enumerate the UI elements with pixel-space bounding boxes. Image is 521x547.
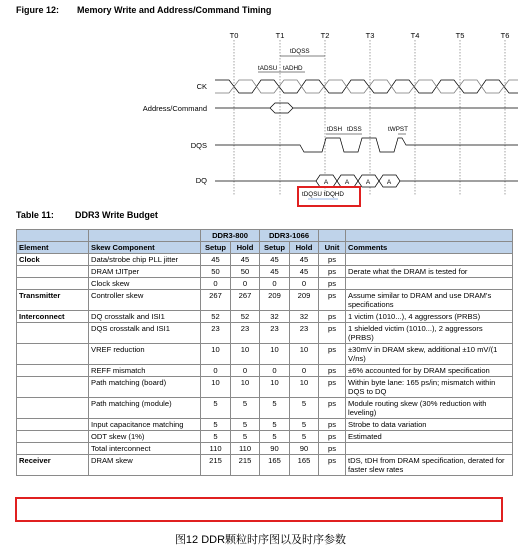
receiver-highlight-box [15,497,503,522]
cell-unit: ps [319,443,346,455]
cell-hold-1066: 5 [290,431,319,443]
time-label-t5: T5 [455,31,465,40]
cell-skew-component: Input capacitance matching [89,419,201,431]
cell-skew-component: Path matching (module) [89,398,201,419]
cell-setup-1066: 32 [260,311,290,323]
cell-setup-800: 45 [201,254,231,266]
cell-unit: ps [319,290,346,311]
table-row [17,311,513,323]
table-row [17,431,513,443]
cell-hold-800: 5 [231,431,260,443]
header-comments: Comments [346,242,513,254]
cell-setup-800: 5 [201,419,231,431]
cell-setup-800: 50 [201,266,231,278]
cell-hold-800: 215 [231,455,260,476]
cell-skew-component: Data/strobe chip PLL jitter [89,254,201,266]
param-tadhd: tADHD [283,65,303,72]
cell-hold-1066: 90 [290,443,319,455]
cell-unit: ps [319,377,346,398]
figure-number: Figure 12: [16,5,60,15]
cell-element: Interconnect [17,311,89,323]
cell-unit: ps [319,278,346,290]
cell-comment: Strobe to data variation [346,419,513,431]
table-row [17,290,513,311]
cell-unit: ps [319,266,346,278]
cell-setup-800: 5 [201,398,231,419]
cell-comment [346,254,513,266]
cell-setup-1066: 10 [260,377,290,398]
cell-comment: Assume similar to DRAM and use DRAM's specifications [346,290,513,311]
cell-setup-800: 23 [201,323,231,344]
cell-hold-1066: 45 [290,254,319,266]
cell-setup-1066: 90 [260,443,290,455]
cell-unit: ps [319,365,346,377]
cell-setup-800: 52 [201,311,231,323]
cell-comment: Estimated [346,431,513,443]
header-skew-component: Skew Component [89,242,201,254]
cell-comment: tDS, tDH from DRAM specification, derated for faster slew rates [346,455,513,476]
cell-element [17,344,89,365]
cell-comment [346,278,513,290]
header-blank-2 [89,230,201,242]
cell-unit: ps [319,419,346,431]
table-title-text: DDR3 Write Budget [75,210,158,220]
cell-element [17,431,89,443]
cell-skew-component: DQ crosstalk and ISI1 [89,311,201,323]
cell-unit: ps [319,455,346,476]
cell-hold-1066: 209 [290,290,319,311]
cell-setup-1066: 10 [260,344,290,365]
cell-skew-component: Path matching (board) [89,377,201,398]
cell-element: Receiver [17,455,89,476]
figure-caption: 图12 DDR颗粒时序图以及时序参数 [174,534,347,546]
signal-dqs: DQS [190,141,207,150]
cell-comment: Module routing skew (30% reduction with leveling) [346,398,513,419]
header-ddr3-1066: DDR3-1066 [260,230,319,242]
table-row [17,254,513,266]
cell-comment: Derate what the DRAM is tested for [346,266,513,278]
dqs-waveform [215,138,518,152]
dq-bit-4: A [386,179,392,186]
cell-hold-1066: 10 [290,377,319,398]
time-label-t2: T2 [320,31,330,40]
cell-hold-800: 0 [231,278,260,290]
header-setup-1066: Setup [260,242,290,254]
cell-element [17,278,89,290]
cell-unit: ps [319,254,346,266]
cell-unit: ps [319,344,346,365]
cell-setup-1066: 45 [260,254,290,266]
cell-unit: ps [319,431,346,443]
time-gridlines [234,40,505,195]
cell-hold-1066: 165 [290,455,319,476]
table-row [17,377,513,398]
cell-hold-800: 0 [231,365,260,377]
cell-element [17,266,89,278]
cell-element: Clock [17,254,89,266]
header-hold-800: Hold [231,242,260,254]
cell-skew-component: Total interconnect [89,443,201,455]
signal-names [143,82,207,185]
table-row [17,455,513,476]
cell-setup-1066: 5 [260,398,290,419]
cell-comment: ±6% accounted for by DRAM specification [346,365,513,377]
cell-element [17,398,89,419]
cell-setup-800: 10 [201,344,231,365]
cell-setup-1066: 45 [260,266,290,278]
cell-hold-800: 5 [231,419,260,431]
cell-hold-1066: 0 [290,278,319,290]
cell-setup-800: 5 [201,431,231,443]
cell-hold-800: 267 [231,290,260,311]
signal-address-command: Address/Command [142,104,207,113]
figure-title [16,5,271,15]
time-label-t0: T0 [229,31,239,40]
header-ddr3-800: DDR3-800 [201,230,260,242]
cell-element [17,443,89,455]
cell-setup-800: 0 [201,365,231,377]
table-row [17,365,513,377]
table-row [17,323,513,344]
header-hold-1066: Hold [290,242,319,254]
cell-element [17,377,89,398]
signal-ck: CK [196,82,207,91]
dq-bit-2: A [344,179,350,186]
cell-hold-800: 10 [231,344,260,365]
cell-hold-800: 110 [231,443,260,455]
cell-comment [346,443,513,455]
table-row [17,344,513,365]
cell-unit: ps [319,311,346,323]
header-element: Element [17,242,89,254]
header-blank-4 [346,230,513,242]
cell-unit: ps [319,323,346,344]
header-unit: Unit [319,242,346,254]
cell-setup-800: 215 [201,455,231,476]
table-number: Table 11: [16,210,54,220]
cell-comment: 1 victim (1010...), 4 aggressors (PRBS) [346,311,513,323]
cell-skew-component: Clock skew [89,278,201,290]
cell-hold-800: 50 [231,266,260,278]
cell-hold-1066: 5 [290,398,319,419]
cell-skew-component: REFF mismatch [89,365,201,377]
param-tadsu: tADSU [258,65,278,72]
table-row [17,443,513,455]
param-tdss: tDSS [347,126,362,133]
param-tdsh: tDSH [327,126,343,133]
write-budget-table [16,229,513,476]
cell-unit: ps [319,398,346,419]
cell-hold-1066: 5 [290,419,319,431]
cell-skew-component: Controller skew [89,290,201,311]
header-blank-1 [17,230,89,242]
cell-setup-800: 0 [201,278,231,290]
cell-setup-800: 10 [201,377,231,398]
cell-element: Transmitter [17,290,89,311]
cell-element [17,419,89,431]
cell-setup-1066: 5 [260,419,290,431]
cell-skew-component: ODT skew (1%) [89,431,201,443]
param-tdqss: tDQSS [290,48,310,55]
cell-hold-800: 5 [231,398,260,419]
cell-hold-800: 52 [231,311,260,323]
cell-comment: ±30mV in DRAM skew, additional ±10 mV/(1 V/ns) [346,344,513,365]
address-command-waveform [215,103,518,113]
cell-hold-800: 45 [231,254,260,266]
table-row [17,278,513,290]
cell-setup-1066: 5 [260,431,290,443]
cell-comment: Within byte lane: 165 ps/in; mismatch within DQS to DQ [346,377,513,398]
cell-hold-800: 23 [231,323,260,344]
param-tdqsu-tdqhd: tDQSU tDQHD [302,191,344,198]
cell-setup-1066: 0 [260,365,290,377]
ck-waveform [215,80,518,93]
dq-bit-1: A [323,179,329,186]
cell-hold-1066: 23 [290,323,319,344]
table-body [17,254,513,476]
param-twpst: tWPST [388,126,408,133]
cell-hold-1066: 10 [290,344,319,365]
cell-setup-800: 110 [201,443,231,455]
time-label-t4: T4 [410,31,420,40]
table-title [16,210,158,220]
cell-setup-1066: 165 [260,455,290,476]
signal-dq: DQ [195,176,207,185]
time-label-t6: T6 [500,31,510,40]
table-row [17,398,513,419]
cell-hold-1066: 45 [290,266,319,278]
dq-bit-3: A [365,179,371,186]
cell-skew-component: DRAM tJITper [89,266,201,278]
cell-hold-1066: 32 [290,311,319,323]
table-row [17,419,513,431]
cell-setup-1066: 0 [260,278,290,290]
cell-skew-component: DRAM skew [89,455,201,476]
time-labels [230,31,510,40]
cell-skew-component: VREF reduction [89,344,201,365]
table-row [17,266,513,278]
cell-setup-800: 267 [201,290,231,311]
time-label-t1: T1 [275,31,285,40]
cell-skew-component: DQS crosstalk and ISI1 [89,323,201,344]
cell-hold-1066: 0 [290,365,319,377]
cell-hold-800: 10 [231,377,260,398]
cell-element [17,323,89,344]
cell-setup-1066: 23 [260,323,290,344]
header-setup-800: Setup [201,242,231,254]
figure-title-text: Memory Write and Address/Command Timing [77,5,272,15]
cell-element [17,365,89,377]
cell-comment: 1 shielded victim (1010...), 2 aggressors (PRBS) [346,323,513,344]
timing-diagram [0,26,521,208]
cell-setup-1066: 209 [260,290,290,311]
time-label-t3: T3 [365,31,375,40]
header-blank-3 [319,230,346,242]
